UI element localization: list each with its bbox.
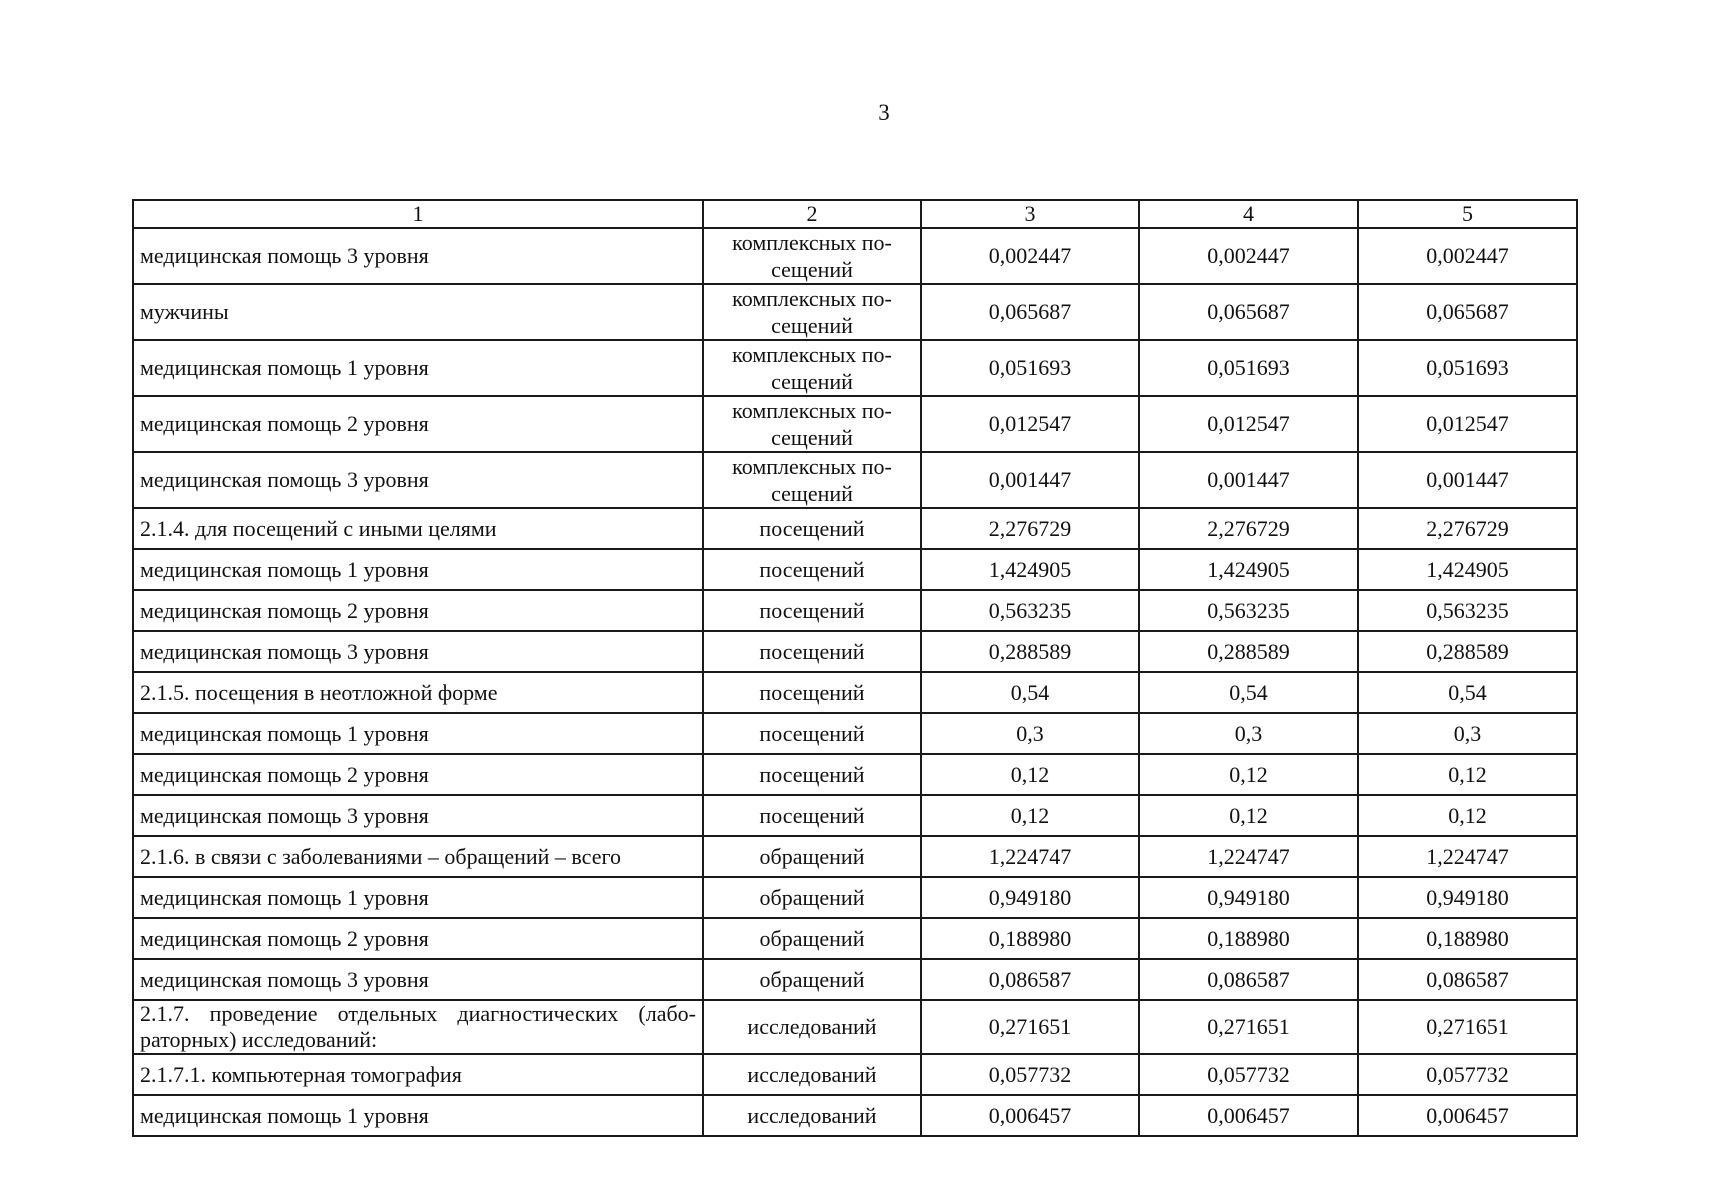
table-header-row [133,200,1577,228]
indicator-name: медицинская помощь 3 уровня [133,452,703,508]
value-cell: 1,224747 [1358,836,1577,877]
value-cell: 0,051693 [1139,340,1358,396]
value-cell: 1,424905 [921,549,1139,590]
table-row [133,631,1577,672]
value-cell: 0,288589 [1358,631,1577,672]
value-cell: 0,051693 [921,340,1139,396]
indicator-name: медицинская помощь 2 уровня [133,754,703,795]
table-row [133,1054,1577,1095]
indicator-name: 2.1.5. посещения в неотложной форме [133,672,703,713]
value-cell: 1,224747 [1139,836,1358,877]
value-cell: 0,057732 [921,1054,1139,1095]
value-cell: 0,012547 [921,396,1139,452]
value-cell: 0,001447 [1139,452,1358,508]
unit-cell: посещений [703,672,921,713]
indicator-name: медицинская помощь 1 уровня [133,713,703,754]
value-cell: 0,065687 [1139,284,1358,340]
value-cell: 0,057732 [1358,1054,1577,1095]
indicator-name: медицинская помощь 2 уровня [133,590,703,631]
indicator-name: медицинская помощь 1 уровня [133,1095,703,1136]
table-row [133,795,1577,836]
table-row [133,836,1577,877]
value-cell: 1,224747 [921,836,1139,877]
unit-cell: комплексных по-сещений [703,228,921,284]
indicator-name: медицинская помощь 3 уровня [133,795,703,836]
value-cell: 0,086587 [1139,959,1358,1000]
data-table [132,199,1578,1137]
value-cell: 0,271651 [921,1000,1139,1054]
table-row [133,396,1577,452]
value-cell: 0,12 [1358,795,1577,836]
unit-cell: исследований [703,1054,921,1095]
value-cell: 0,12 [1139,795,1358,836]
indicator-name: медицинская помощь 1 уровня [133,877,703,918]
unit-cell: посещений [703,754,921,795]
value-cell: 0,271651 [1139,1000,1358,1054]
value-cell: 0,3 [921,713,1139,754]
value-cell: 2,276729 [1139,508,1358,549]
indicator-name: медицинская помощь 2 уровня [133,396,703,452]
table-row [133,1000,1577,1054]
unit-cell: комплексных по-сещений [703,284,921,340]
unit-cell: посещений [703,795,921,836]
value-cell: 0,12 [1358,754,1577,795]
value-cell: 0,006457 [1358,1095,1577,1136]
page-number: 3 [878,100,890,125]
column-header: 4 [1139,200,1358,228]
unit-cell: обращений [703,877,921,918]
value-cell: 0,002447 [921,228,1139,284]
value-cell: 0,12 [921,795,1139,836]
indicator-name: медицинская помощь 1 уровня [133,340,703,396]
table-row [133,1095,1577,1136]
column-header: 5 [1358,200,1577,228]
indicator-name: 2.1.7. проведение отдельных диагностических (лабо-раторных) исследований: [133,1000,703,1054]
value-cell: 0,949180 [921,877,1139,918]
value-cell: 0,002447 [1358,228,1577,284]
unit-cell: комплексных по-сещений [703,452,921,508]
value-cell: 0,188980 [921,918,1139,959]
table-row [133,918,1577,959]
unit-cell: посещений [703,631,921,672]
value-cell: 0,006457 [1139,1095,1358,1136]
table-row [133,713,1577,754]
table-row [133,672,1577,713]
indicator-name: медицинская помощь 3 уровня [133,959,703,1000]
unit-cell: обращений [703,836,921,877]
unit-cell: обращений [703,959,921,1000]
value-cell: 0,065687 [1358,284,1577,340]
table-row [133,340,1577,396]
value-cell: 0,001447 [921,452,1139,508]
value-cell: 0,057732 [1139,1054,1358,1095]
table-row [133,549,1577,590]
value-cell: 0,065687 [921,284,1139,340]
unit-cell: комплексных по-сещений [703,396,921,452]
value-cell: 0,12 [921,754,1139,795]
table-row [133,452,1577,508]
value-cell: 0,54 [1358,672,1577,713]
unit-cell: комплексных по-сещений [703,340,921,396]
value-cell: 0,051693 [1358,340,1577,396]
value-cell: 0,271651 [1358,1000,1577,1054]
value-cell: 0,949180 [1139,877,1358,918]
column-header: 2 [703,200,921,228]
unit-cell: посещений [703,590,921,631]
table-row [133,508,1577,549]
table-row [133,284,1577,340]
value-cell: 0,288589 [1139,631,1358,672]
unit-cell: посещений [703,508,921,549]
value-cell: 0,188980 [1139,918,1358,959]
value-cell: 0,001447 [1358,452,1577,508]
value-cell: 0,54 [1139,672,1358,713]
indicator-name: медицинская помощь 1 уровня [133,549,703,590]
value-cell: 0,12 [1139,754,1358,795]
indicator-name: 2.1.4. для посещений с иными целями [133,508,703,549]
unit-cell: посещений [703,549,921,590]
value-cell: 2,276729 [1358,508,1577,549]
indicator-name: медицинская помощь 2 уровня [133,918,703,959]
value-cell: 1,424905 [1139,549,1358,590]
indicator-name: мужчины [133,284,703,340]
indicator-name: 2.1.7.1. компьютерная томография [133,1054,703,1095]
column-header: 3 [921,200,1139,228]
value-cell: 0,006457 [921,1095,1139,1136]
value-cell: 0,288589 [921,631,1139,672]
value-cell: 0,949180 [1358,877,1577,918]
value-cell: 0,54 [921,672,1139,713]
unit-cell: обращений [703,918,921,959]
value-cell: 0,563235 [1139,590,1358,631]
unit-cell: исследований [703,1095,921,1136]
value-cell: 0,012547 [1139,396,1358,452]
value-cell: 0,012547 [1358,396,1577,452]
value-cell: 0,563235 [1358,590,1577,631]
value-cell: 0,563235 [921,590,1139,631]
value-cell: 0,002447 [1139,228,1358,284]
column-header: 1 [133,200,703,228]
table-row [133,590,1577,631]
value-cell: 2,276729 [921,508,1139,549]
table-row [133,877,1577,918]
value-cell: 0,086587 [1358,959,1577,1000]
indicator-name: 2.1.6. в связи с заболеваниями – обращений – всего [133,836,703,877]
unit-cell: исследований [703,1000,921,1054]
indicator-name: медицинская помощь 3 уровня [133,631,703,672]
table-row [133,754,1577,795]
value-cell: 0,3 [1139,713,1358,754]
indicator-name: медицинская помощь 3 уровня [133,228,703,284]
unit-cell: посещений [703,713,921,754]
value-cell: 1,424905 [1358,549,1577,590]
table-row [133,228,1577,284]
value-cell: 0,3 [1358,713,1577,754]
table-row [133,959,1577,1000]
value-cell: 0,086587 [921,959,1139,1000]
value-cell: 0,188980 [1358,918,1577,959]
